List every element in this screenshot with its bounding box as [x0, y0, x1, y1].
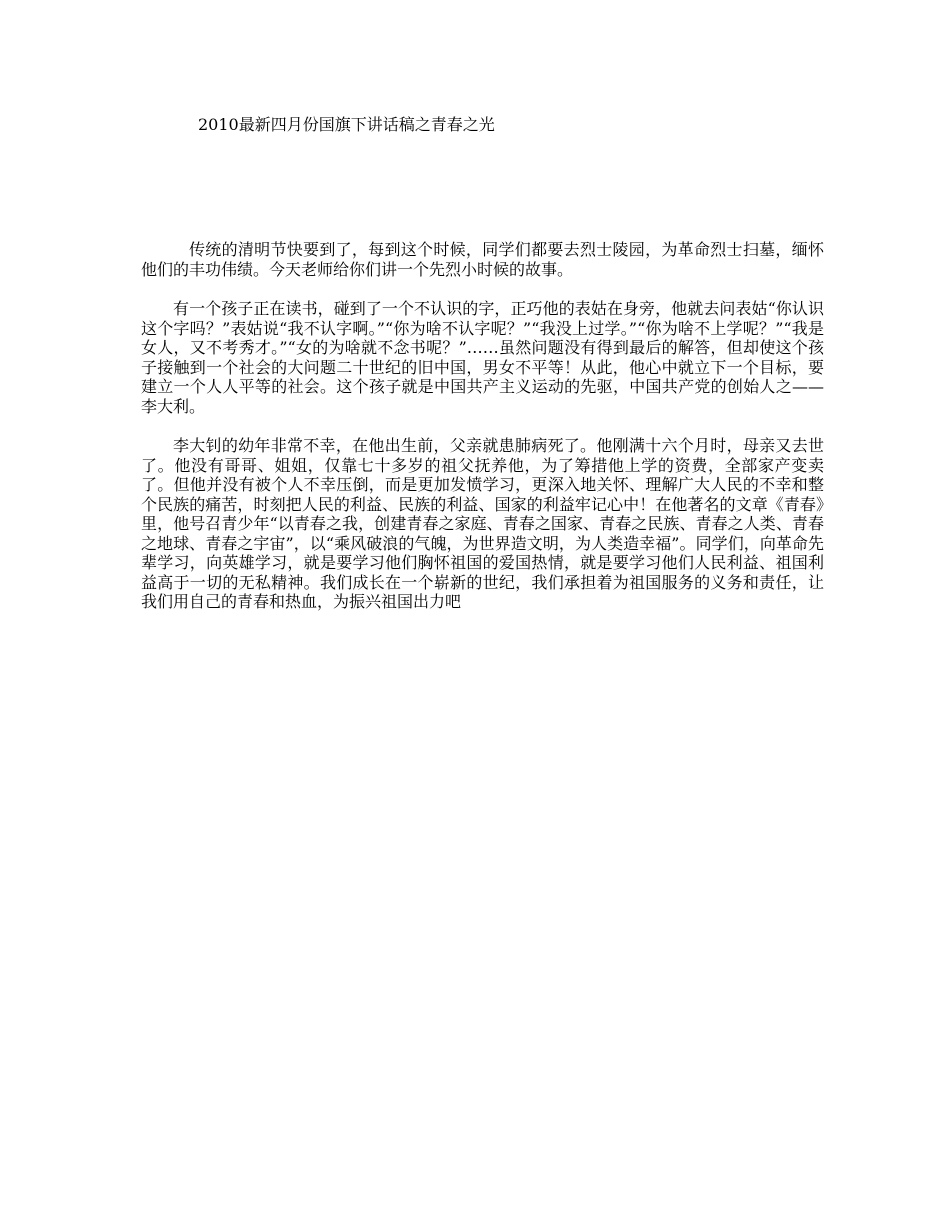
document-body: [141, 240, 824, 632]
document-title: 2010最新四月份国旗下讲话稿之青春之光: [198, 115, 495, 134]
paragraph-intro: 传统的清明节快要到了，每到这个时候，同学们都要去烈士陵园，为革命烈士扫墓，缅怀他们的丰功伟绩。今天老师给你们讲一个先烈小时候的故事。: [141, 240, 824, 279]
paragraph-li-dazhao: 李大钊的幼年非常不幸，在他出生前，父亲就患肺病死了。他刚满十六个月时，母亲又去世了。他没有哥哥、姐姐，仅靠七十多岁的祖父抚养他，为了筹措他上学的资费，全部家产变卖了。但他并没有被个人不幸压倒，而是更加发愤学习，更深入地关怀、理解广大人民的不幸和整个民族的痛苦，时刻把人民的利益、民族的利益、国家的利益牢记心中！在他著名的文章《青春》里，他号召青少年“以青春之我，创建青春之家庭、青春之国家、青春之民族、青春之人类、青春之地球、青春之宇宙”，以“乘风破浪的气魄，为世界造文明，为人类造幸福”。同学们，向革命先辈学习，向英雄学习，就是要学习他们胸怀祖国的爱国热情，就是要学习他们人民利益、祖国利益高于一切的无私精神。我们成长在一个崭新的世纪，我们承担着为祖国服务的义务和责任，让我们用自己的青春和热血，为振兴祖国出力吧: [141, 436, 824, 611]
paragraph-story: 有一个孩子正在读书，碰到了一个不认识的字，正巧他的表姑在身旁，他就去问表姑“你认识这个字吗？”表姑说“我不认字啊。”“你为啥不认字呢？”“我没上过学。”“你为啥不上学呢？”“我是女人，又不考秀才。”“女的为啥就不念书呢？”……虽然问题没有得到最后的解答，但却使这个孩子接触到一个社会的大问题二十世纪的旧中国，男女不平等！从此，他心中就立下一个目标，要建立一个人人平等的社会。这个孩子就是中国共产主义运动的先驱，中国共产党的创始人之——李大利。: [141, 299, 824, 416]
